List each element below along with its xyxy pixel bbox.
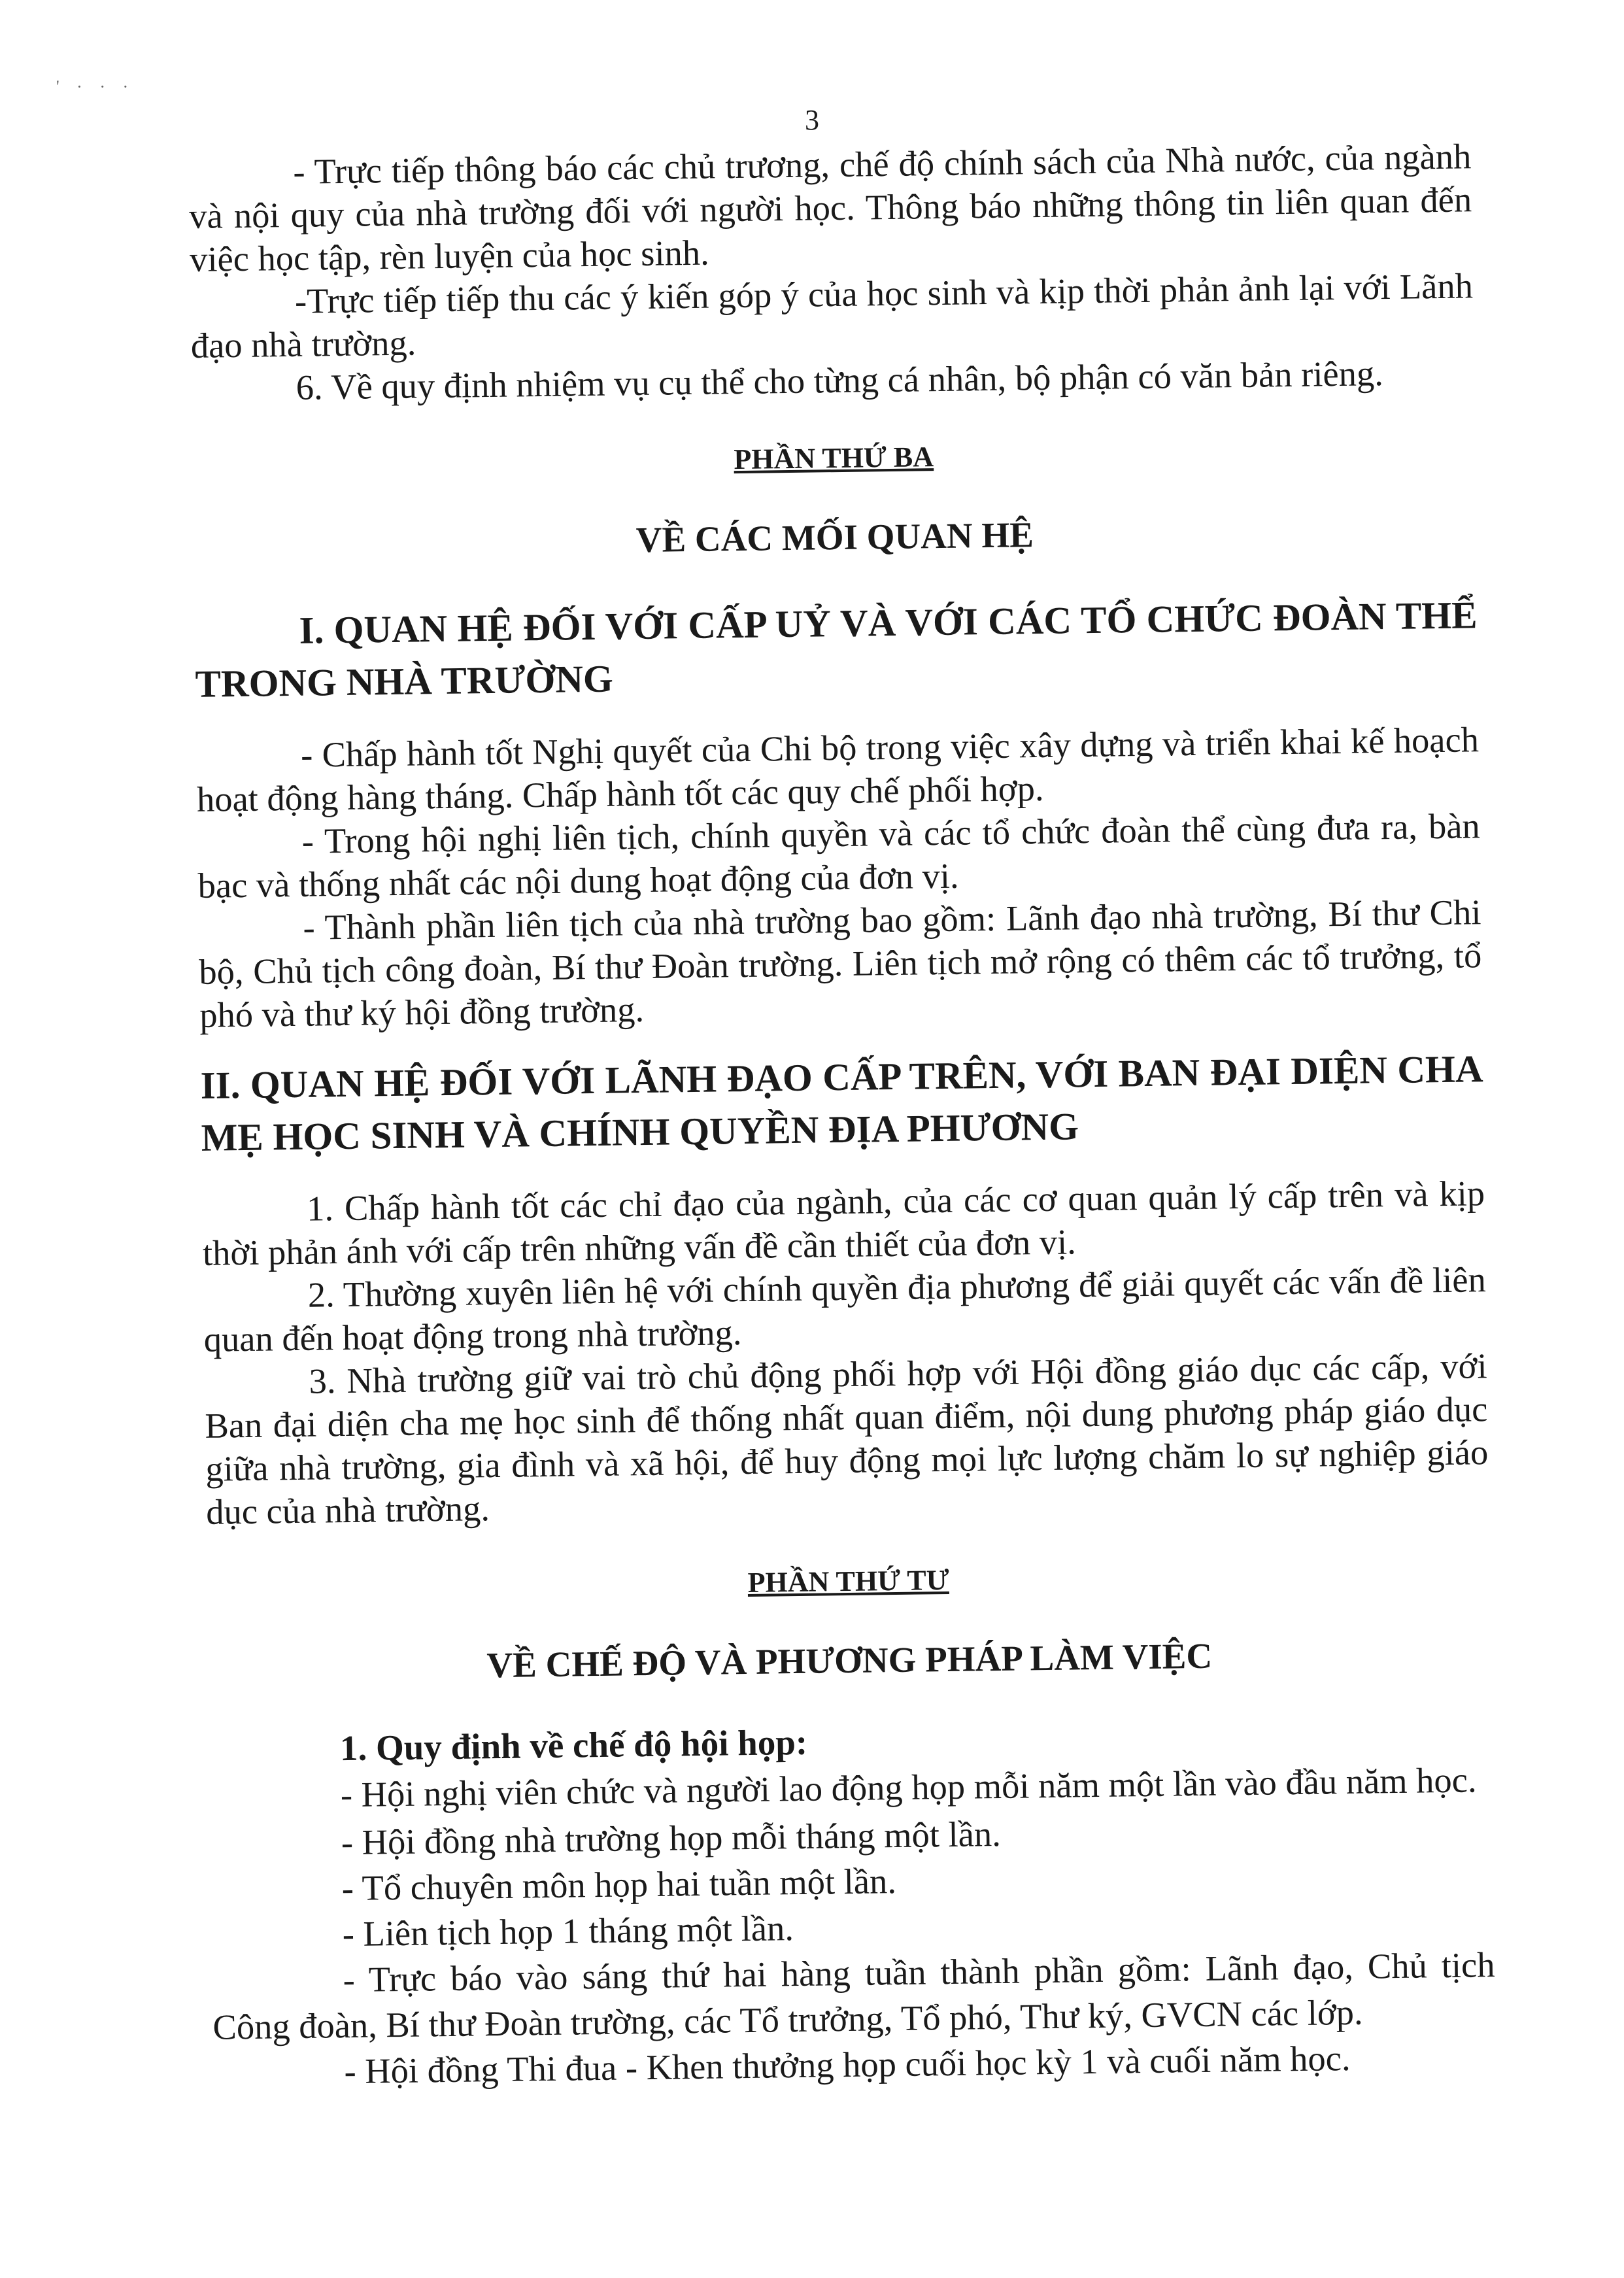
meeting-rule-item: - Trực báo vào sáng thứ hai hàng tuần thành phần gồm: Lãnh đạo, Chủ tịch Công đoàn, Bí thư Đoàn trường, các Tổ trưởng, Tổ phó, Thư ký, GVCN các lớp. <box>212 1945 1495 2047</box>
section-two-heading: II. QUAN HỆ ĐỐI VỚI LÃNH ĐẠO CẤP TRÊN, VỚI BAN ĐẠI DIỆN CHA MẸ HỌC SINH VÀ CHÍNH QUYỀN ĐỊA PHƯƠNG <box>200 1047 1483 1159</box>
meeting-rule-item: - Hội đồng Thi đua - Khen thưởng họp cuối học kỳ 1 và cuối năm học. <box>344 2037 1351 2092</box>
section-two-paragraph-3: 3. Nhà trường giữ vai trò chủ động phối hợp với Hội đồng giáo dục các cấp, với Ban đại diện cha mẹ học sinh để thống nhất quan điểm, nội dung phương pháp giáo dục giữa nhà trường, gia đình và xã hội, để huy động mọi lực lượng chăm lo sự nghiệp giáo dục của nhà trường. <box>205 1346 1489 1532</box>
meeting-rule-item: - Tổ chuyên môn họp hai tuần một lần. <box>341 1861 897 1909</box>
section-two-paragraph-1: 1. Chấp hành tốt các chỉ đạo của ngành, của các cơ quan quản lý cấp trên và kịp thời phản ánh với cấp trên những vấn đề cần thiết của đơn vị. <box>202 1173 1485 1273</box>
section-one-paragraph-3: - Thành phần liên tịch của nhà trường bao gồm: Lãnh đạo nhà trường, Bí thư Chi bộ, Chủ tịch công đoàn, Bí thư Đoàn trường. Liên tịch mở rộng có thêm các tổ trưởng, tổ phó và thư ký hội đồng trường. <box>199 892 1482 1035</box>
part-three-label: PHẦN THỨ BA <box>734 441 934 476</box>
section-one-heading: I. QUAN HỆ ĐỐI VỚI CẤP UỶ VÀ VỚI CÁC TỔ CHỨC ĐOÀN THỂ TRONG NHÀ TRƯỜNG <box>195 593 1478 706</box>
meeting-rule-item: - Liên tịch họp 1 tháng một lần. <box>342 1908 794 1954</box>
page-content <box>188 135 1497 2096</box>
section-one-paragraph-1: - Chấp hành tốt Nghị quyết của Chi bộ trong việc xây dựng và triển khai kế hoạch hoạt động hàng tháng. Chấp hành tốt các quy chế phối hợp. <box>196 719 1480 819</box>
meeting-rule-item: - Hội đồng nhà trường họp mỗi tháng một lần. <box>341 1813 1002 1863</box>
meeting-rules-heading: 1. Quy định về chế độ hội họp: <box>339 1722 808 1769</box>
part-three-title: VỀ CÁC MỐI QUAN HỆ <box>635 515 1034 560</box>
intro-paragraph-2: -Trực tiếp tiếp thu các ý kiến góp ý của học sinh và kịp thời phản ảnh lại với Lãnh đạo nhà trường. <box>190 265 1474 366</box>
part-four-label: PHẦN THỨ TƯ <box>747 1563 950 1599</box>
page-number: 3 <box>805 104 819 136</box>
section-one-paragraph-2: - Trong hội nghị liên tịch, chính quyền và các tổ chức đoàn thể cùng đưa ra, bàn bạc và thống nhất các nội dung hoạt động của đơn vị. <box>197 806 1481 906</box>
part-four-title: VỀ CHẾ ĐỘ VÀ PHƯƠNG PHÁP LÀM VIỆC <box>486 1635 1213 1686</box>
meeting-rule-item: - Hội nghị viên chức và người lao động họp mỗi năm một lần vào đầu năm học. <box>340 1760 1477 1815</box>
intro-paragraph-3: 6. Về quy định nhiệm vụ cụ thể cho từng cá nhân, bộ phận có văn bản riêng. <box>296 353 1384 407</box>
intro-paragraph-1: - Trực tiếp thông báo các chủ trương, chế độ chính sách của Nhà nước, của ngành và nội quy của nhà trường đối với người học. Thông báo những thông tin liên quan đến việc học tập, rèn luyện của học sinh. <box>188 136 1472 279</box>
section-two-paragraph-2: 2. Thường xuyên liên hệ với chính quyền địa phương để giải quyết các vấn đề liên quan đến hoạt động trong nhà trường. <box>203 1259 1487 1359</box>
corner-scan-mark: ' · · · <box>56 77 135 96</box>
